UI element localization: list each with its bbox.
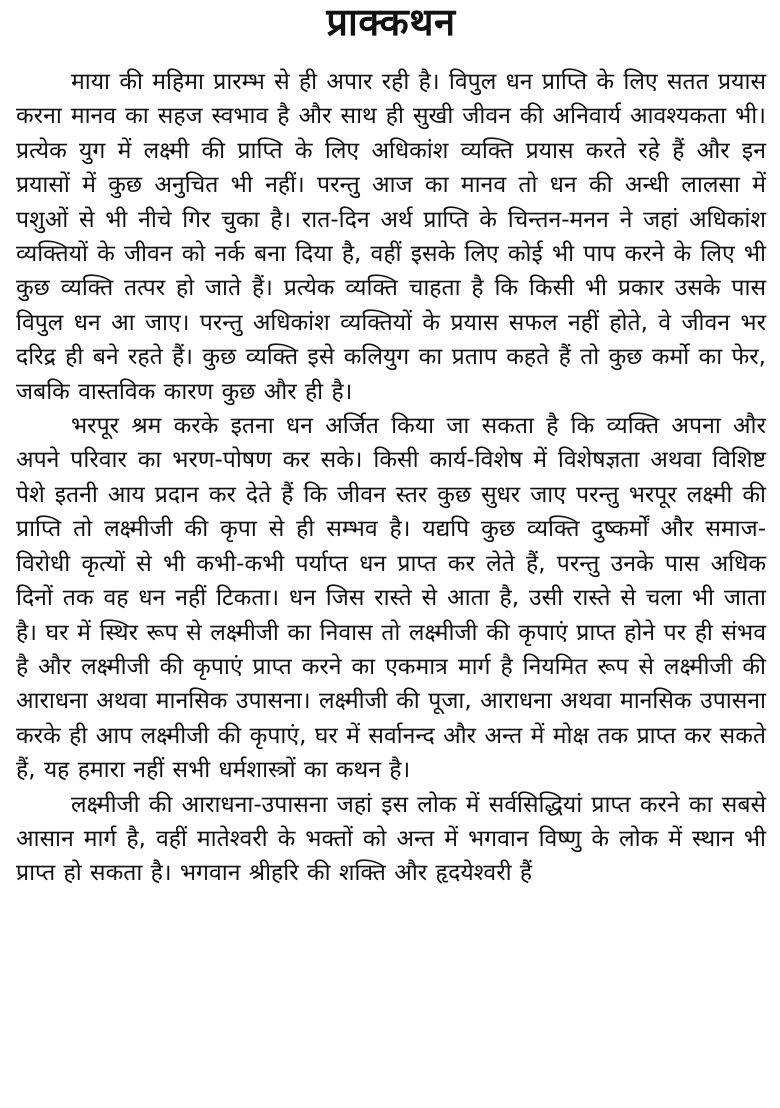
paragraph-3: लक्ष्मीजी की आराधना-उपासना जहां इस लोक में सर्वसिद्धियां प्राप्त करने का सबसे आसान मार्ग है, वहीं मातेश्वरी के भक्तों को अन्त में भगवान विष्णु के लोक में स्थान भी प्राप्त हो सकता है। भगवान श्रीहरि की शक्ति और हृदयेश्वरी हैं <box>16 791 766 887</box>
document-body <box>16 65 766 891</box>
page-title: प्राक्कथन <box>326 0 456 44</box>
paragraph-1: माया की महिमा प्रारम्भ से ही अपार रही है। विपुल धन प्राप्ति के लिए सतत प्रयास करना मानव का सहज स्वभाव है और साथ ही सुखी जीवन की अनिवार्य आवश्यकता भी। प्रत्येक युग में लक्ष्मी की प्राप्ति के लिए अधिकांश व्यक्ति प्रयास करते रहे हैं और इन प्रयासों में कुछ अनुचित भी नहीं। परन्तु आज का मानव तो धन की अन्धी लालसा में पशुओं से भी नीचे गिर चुका है। रात-दिन अर्थ प्राप्ति के चिन्तन-मनन ने जहां अधिकांश व्यक्तियों के जीवन को नर्क बना दिया है, वहीं इसके लिए कोई भी पाप करने के लिए भी कुछ व्यक्ति तत्पर हो जाते हैं। प्रत्येक व्यक्ति चाहता है कि किसी भी प्रकार उसके पास विपुल धन आ जाए। परन्तु अधिकांश व्यक्तियों के प्रयास सफल नहीं होते, वे जीवन भर दरिद्र ही बने रहते हैं। कुछ व्यक्ति इसे कलियुग का प्रताप कहते हैं तो कुछ कर्मो का फेर, जबकि वास्तविक कारण कुछ और ही है। <box>16 69 766 405</box>
paragraph-2: भरपूर श्रम करके इतना धन अर्जित किया जा सकता है कि व्यक्ति अपना और अपने परिवार का भरण-पोषण कर सके। किसी कार्य-विशेष में विशेषज्ञता अथवा विशिष्ट पेशे इतनी आय प्रदान कर देते हैं कि जीवन स्तर कुछ सुधर जाए परन्तु भरपूर लक्ष्मी की प्राप्ति तो लक्ष्मीजी की कृपा से ही सम्भव है। यद्यपि कुछ व्यक्ति दुष्कर्मों और समाज-विरोधी कृत्यों से भी कभी-कभी पर्याप्त धन प्राप्त कर लेते हैं, परन्तु उनके पास अधिक दिनों तक वह धन नहीं टिकता। धन जिस रास्ते से आता है, उसी रास्ते से चला भी जाता है। घर में स्थिर रूप से लक्ष्मीजी का निवास तो लक्ष्मीजी की कृपाएं प्राप्त होने पर ही संभव है और लक्ष्मीजी की कृपाएं प्राप्त करने का एकमात्र मार्ग है नियमित रूप से लक्ष्मीजी की आराधना अथवा मानसिक उपासना। लक्ष्मीजी की पूजा, आराधना अथवा मानसिक उपासना करके ही आप लक्ष्मीजी की कृपाएं, घर में सर्वानन्द और अन्त में मोक्ष तक प्राप्त कर सकते हैं, यह हमारा नहीं सभी धर्मशास्त्रों का कथन है। <box>16 413 766 784</box>
